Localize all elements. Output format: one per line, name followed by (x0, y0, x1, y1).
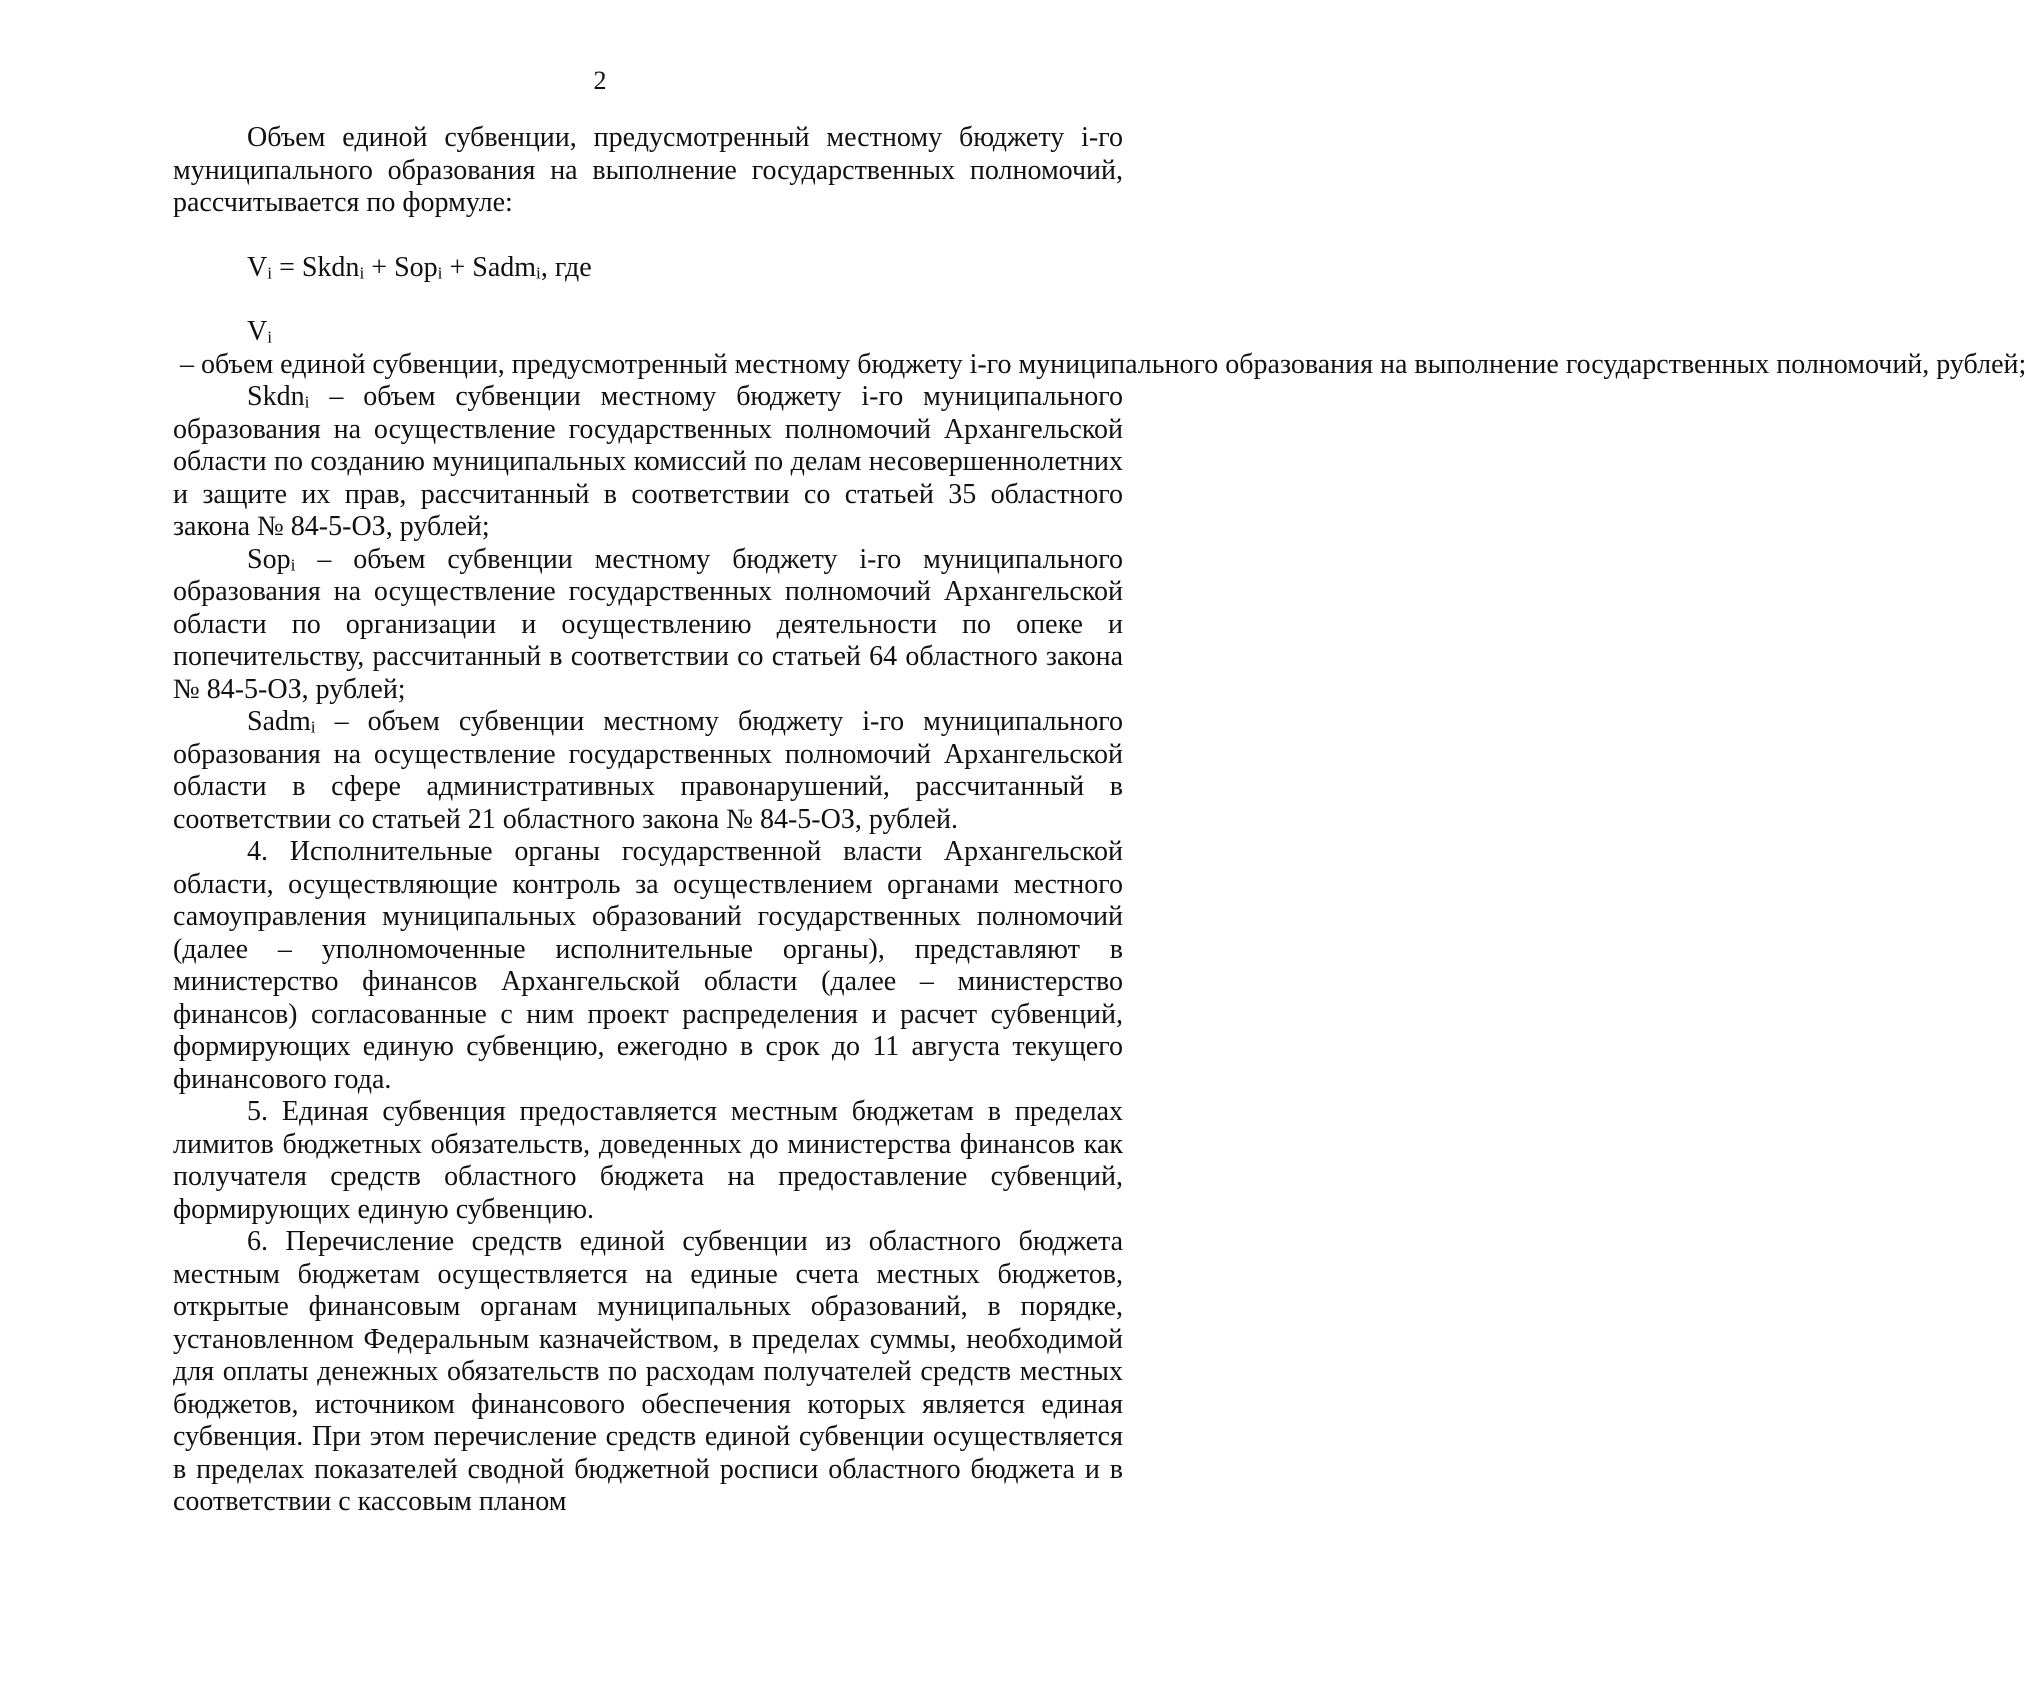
definition-v-text: – объем единой субвенции, предусмотренный местному бюджету i-го муниципального образования на выполнение государственных полномочий, рублей; (173, 348, 2026, 380)
definition-sadm-text: – объем субвенции местному бюджету i-го муниципального образования на осуществление государственных полномочий Архангельской области в сфере административных правонарушений, рассчитанный в соответствии со статьей 21 областного закона № 84-5-ОЗ, рублей. (173, 706, 1123, 835)
item-6-paragraph: 6. Перечисление средств единой субвенции из областного бюджета местным бюджетам осуществляется на единые счета местных бюджетов, открытые финансовым органам муниципальных образований, в порядке, установленном Федеральным казначейством, в пределах суммы, необходимой для оплаты денежных обязательств по расходам получателей средств местных бюджетов, источником финансового обеспечения которых является единая субвенция. При этом перечисление средств единой субвенции осуществляется в пределах показателей сводной бюджетной росписи областного бюджета и в соответствии с кассовым планом (173, 1226, 1123, 1517)
intro-paragraph: Объем единой субвенции, предусмотренный местному бюджету i-го муниципального образования на выполнение государственных полномочий, рассчитывается по формуле: (173, 122, 1123, 218)
definition-v-symbol: V (247, 316, 268, 347)
formula-tail: , где (540, 251, 592, 283)
item-4-paragraph: 4. Исполнительные органы государственной власти Архангельской области, осуществляющие контроль за осуществлением органами местного самоуправления муниципальных образований государственных полномочий (далее – уполномоченные исполнительные органы), представляют в министерство финансов Архангельской области (далее – министерство финансов) согласованные с ним проект распределения и расчет субвенций, формирующих единую субвенцию, ежегодно в срок до 11 августа текущего финансового года. (173, 836, 1123, 1095)
definition-sadm-symbol: Sadm (247, 706, 311, 737)
formula-sop: Sop (394, 251, 438, 283)
formula-v: V (247, 251, 268, 283)
definition-skdn-text: – объем субвенции местному бюджету i-го муниципального образования на осуществление государственных полномочий Архангельской области по созданию муниципальных комиссий по делам несовершеннолетних и защите их прав, рассчитанный в соответствии со статьей 35 областного закона № 84-5-ОЗ, рублей; (173, 381, 1123, 542)
definition-v (173, 316, 2026, 381)
definition-skdn (173, 381, 1123, 544)
formula-eq: = (272, 251, 302, 283)
definition-sadm-index: i (310, 717, 316, 737)
definition-sop (173, 544, 1123, 707)
formula-plus-2: + (442, 251, 473, 283)
formula-plus-1: + (364, 251, 395, 283)
definition-v-index: i (267, 327, 273, 347)
definition-sadm (173, 706, 1123, 836)
formula-skdn-index: i (359, 263, 365, 283)
item-5-paragraph: 5. Единая субвенция предоставляется местным бюджетам в пределах лимитов бюджетных обязательств, доведенных до министерства финансов как получателя средств областного бюджета на предоставление субвенций, формирующих единую субвенцию. (173, 1096, 1123, 1225)
formula-sadm-index: i (536, 263, 541, 283)
document-body (173, 122, 2026, 1519)
page-number: 2 (593, 66, 607, 95)
formula-skdn: Skdn (301, 251, 360, 283)
definition-sop-text: – объем субвенции местному бюджету i-го муниципального образования на осуществление государственных полномочий Архангельской области по организации и осуществлению деятельности по опеке и попечительству, рассчитанный в соответствии со статьей 64 областного закона № 84-5-ОЗ, рублей; (173, 543, 1123, 705)
formula-sadm: Sadm (472, 251, 537, 283)
formula-line (173, 252, 1123, 285)
definition-sop-symbol: Sop (247, 543, 291, 575)
formula-v-index: i (267, 263, 273, 283)
definition-sop-index: i (290, 555, 296, 575)
definition-skdn-symbol: Skdn (247, 381, 305, 412)
formula-sop-index: i (437, 263, 443, 283)
definition-skdn-index: i (304, 392, 310, 412)
